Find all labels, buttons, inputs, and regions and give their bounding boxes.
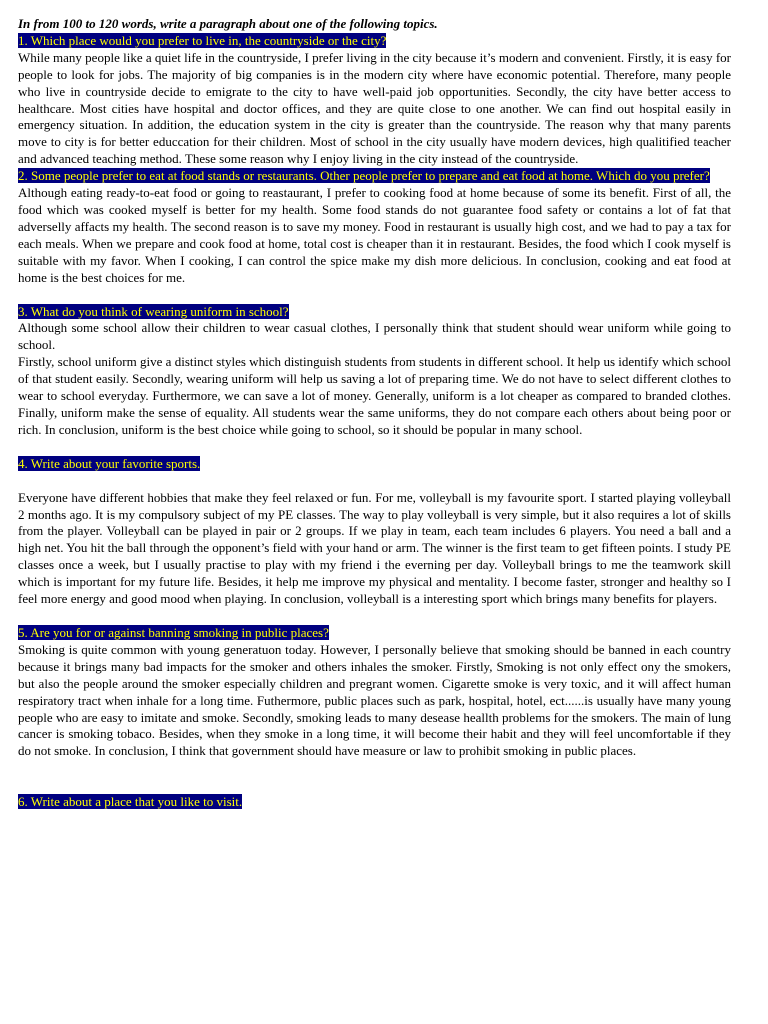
topic-4-question: 4. Write about your favorite sports.	[18, 455, 201, 471]
topic-2-question: 2. Some people prefer to eat at food stands or restaurants. Other people prefer to prepare and eat food at home. Which do you prefer?	[18, 168, 710, 184]
topic-5-paragraph: Smoking is quite common with young generatuon today. However, I personally believe that smoking should be banned in each country because it brings many bad impacts for the smoker and others inhales the smoker. Firstly, Smoking is not only effect ony the smokers, but also the people around the smoker especially children and pregrant women. Cigarette smoke is very toxic, and it will affect human respiratory tract when inhale for a long time. Futhermore, public places such as park, hospital, hotel, ect......is usually have many young people who are easy to imitate and smoke. Secondly, smoking leads to many desease heallth problems for the smokers. The main of lung cancer is smoking tobaco. Besides, when they smoke in a long time, it will become their habit and they will feel uncomfortable if they do not smoke. In conclusion, I think that government should have measure or law to prohibit smoking in public places.	[18, 641, 731, 759]
topic-5-question: 5. Are you for or against banning smoking in public places?	[18, 625, 329, 640]
topic-2-paragraph: Although eating ready-to-eat food or going to reastaurant, I prefer to cooking food at home because of some its benefit. First of all, the food which was cooked myself is better for my health. Some food stands do not guarantee food safety or contains a lot of fat that adverselly affacts my health. The second reason is to save my money. Food in restaurant is usually high cost, and we had to pay a tax for each meals. When we prepare and cook food at home, total cost is cheaper than it in restaurant. Besides, the food which I cook myself is suitable with my favor. When I cooking, I can control the spice make my dish more delicious. In conclusion, cooking and eat food at home is the best choices for me.	[18, 185, 731, 285]
topic-1-question: 1. Which place would you prefer to live in, the countryside or the city?	[18, 32, 387, 48]
topic-3-paragraph-2: Firstly, school uniform give a distinct styles which distinguish students from students in different school. It help us identify which school of that student easily. Secondly, wearing uniform will help us saving a lot of preparing time. We do not have to select different clothes to wear to school everyday. Furthermore, we can save a lot of money. Generally, uniform is a lot cheaper as compared to branded clothes. Finally, uniform make the sense of equality. All students wear the same uniforms, they do not compare each others about being poor or rich. In conclusion, uniform is the best choice while going to school, so it should be popular in many school.	[18, 354, 731, 437]
topic-3-paragraph-1: Although some school allow their children to wear casual clothes, I personally think that student should wear uniform while going to school.	[18, 320, 731, 353]
instruction: In from 100 to 120 words, write a paragraph about one of the following topics.	[18, 16, 438, 31]
topic-4-paragraph: Everyone have different hobbies that make they feel relaxed or fun. For me, volleyball is my favourite sport. I started playing volleyball 2 months ago. It is my compulsory subject of my PE classes. The way to play volleyball is very simple, but it also requires a lot of skills from the player. Volleyball can be played in pair or 2 groups. If we play in team, each team includes 6 players. You need a ball and a high net. You hit the ball through the opponent’s field with your hand or arm. The winner is the first team to get fifteen points. I study PE classes once a week, but I usually practise to play with my friend i the everning per day. Volleyball brings to me the teamwork skill which is important for my future life. Besides, it help me improve my physical and mentality. I become faster, stronger and healthy so I feel more energy and good mood when playing. In conclusion, volleyball is a interesting sport which brings many benefits for players.	[18, 489, 731, 607]
topic-3-question: 3. What do you think of wearing uniform in school?	[18, 303, 289, 319]
topic-1-paragraph: While many people like a quiet life in the countryside, I prefer living in the city because it’s modern and convenient. Firstly, it is easy for people to look for jobs. The majority of big companies is in the modern city where have economic potential. Therefore, many people who live in countryside decide to emigrate to the city to have well-paid job opportunities. Secondly, the city have better access to healthcare. Most cities have hospital and doctor offices, and they are quite close to one another. We can find out hospital easily in emergency situation. In addition, the education system in the city is greater than the countryside. The reason why that many parents move to city is for better educcation for their children. Most of school in the city usually have modern devices, high qualitified teacher and advanced teaching method. These some reason why I enjoy living in the city instead of the countryside.	[18, 49, 731, 167]
topic-6-question: 6. Write about a place that you like to visit.	[18, 794, 243, 810]
